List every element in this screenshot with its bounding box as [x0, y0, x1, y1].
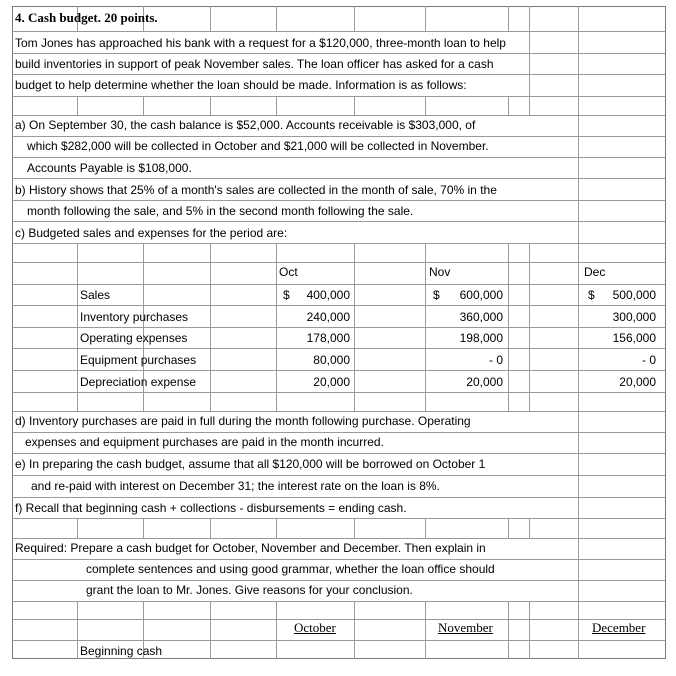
budget-header-november: November [438, 620, 493, 635]
item-e-line-1: e) In preparing the cash budget, assume that all $120,000 will be borrowed on October 1 [15, 457, 486, 471]
currency-sign: $ [588, 288, 595, 302]
depreciation-nov: 20,000 [466, 375, 503, 389]
item-e-line-2: and re-paid with interest on December 31; the interest rate on the loan is 8%. [31, 479, 440, 493]
sales-nov: 600,000 [459, 288, 503, 302]
row-label-depreciation: Depreciation expense [80, 375, 197, 389]
month-header-oct: Oct [279, 265, 298, 279]
item-b-line-1: b) History shows that 25% of a month's sales are collected in the month of sale, 70% in the [15, 183, 497, 197]
budget-header-october: October [294, 620, 336, 635]
required-line-3: grant the loan to Mr. Jones. Give reasons for your conclusion. [86, 583, 413, 597]
item-c: c) Budgeted sales and expenses for the period are: [15, 226, 288, 240]
page-title: 4. Cash budget. 20 points. [15, 10, 158, 25]
month-header-dec: Dec [584, 265, 606, 279]
inventory-nov: 360,000 [459, 310, 503, 324]
item-a-line-1: a) On September 30, the cash balance is $52,000. Accounts receivable is $303,000, of [15, 118, 476, 132]
row-label-equipment: Equipment purchases [80, 353, 197, 367]
intro-line-3: budget to help determine whether the loan should be made. Information is as follows: [15, 78, 467, 92]
equipment-dec: - 0 [641, 353, 656, 367]
item-a-line-2: which $282,000 will be collected in October and $21,000 will be collected in November. [27, 139, 489, 153]
item-f: f) Recall that beginning cash + collections - disbursements = ending cash. [15, 501, 407, 515]
inventory-dec: 300,000 [612, 310, 656, 324]
item-d-line-2: expenses and equipment purchases are paid in the month incurred. [25, 435, 384, 449]
equipment-nov: - 0 [488, 353, 503, 367]
operating-nov: 198,000 [459, 331, 503, 345]
required-line-1: Required: Prepare a cash budget for October, November and December. Then explain in [15, 541, 486, 555]
depreciation-dec: 20,000 [619, 375, 656, 389]
operating-oct: 178,000 [306, 331, 350, 345]
budget-header-december: December [592, 620, 646, 635]
row-label-operating: Operating expenses [80, 331, 188, 345]
currency-sign: $ [433, 288, 440, 302]
beginning-cash-label: Beginning cash [80, 644, 163, 658]
intro-line-2: build inventories in support of peak November sales. The loan officer has asked for a cash [15, 57, 494, 71]
intro-line-1: Tom Jones has approached his bank with a request for a $120,000, three-month loan to help [15, 36, 506, 50]
required-line-2: complete sentences and using good grammar, whether the loan office should [86, 562, 495, 576]
operating-dec: 156,000 [612, 331, 656, 345]
item-a-line-3: Accounts Payable is $108,000. [27, 161, 192, 175]
depreciation-oct: 20,000 [313, 375, 350, 389]
equipment-oct: 80,000 [313, 353, 350, 367]
currency-sign: $ [283, 288, 290, 302]
item-b-line-2: month following the sale, and 5% in the second month following the sale. [27, 204, 414, 218]
row-label-sales: Sales [80, 288, 111, 302]
inventory-oct: 240,000 [306, 310, 350, 324]
item-d-line-1: d) Inventory purchases are paid in full during the month following purchase. Operating [15, 414, 471, 428]
sales-oct: 400,000 [306, 288, 350, 302]
row-label-inventory: Inventory purchases [80, 310, 189, 324]
month-header-nov: Nov [429, 265, 451, 279]
sales-dec: 500,000 [612, 288, 656, 302]
